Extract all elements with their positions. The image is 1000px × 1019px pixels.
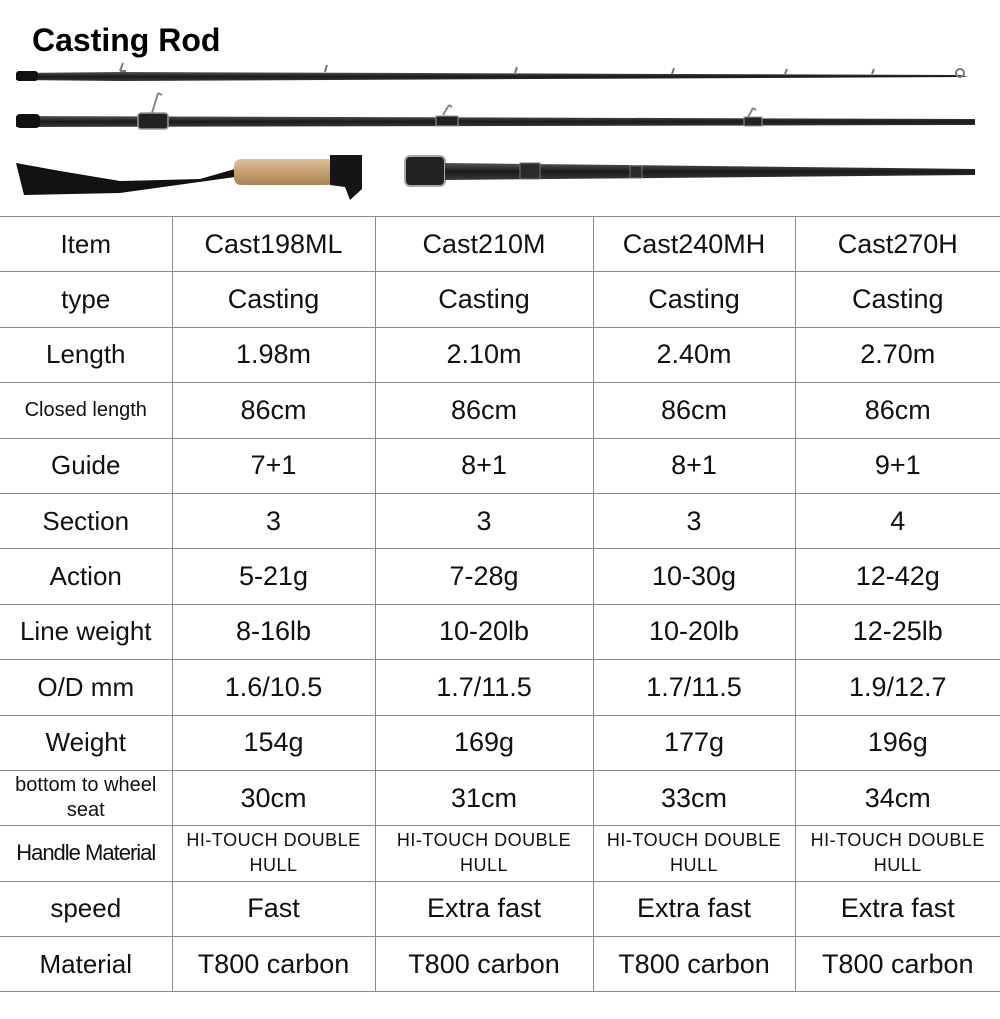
table-cell: T800 carbon <box>795 937 1000 992</box>
table-row-section <box>0 493 1000 548</box>
table-cell: Extra fast <box>795 881 1000 936</box>
table-cell: 7+1 <box>172 438 375 493</box>
model-header: Cast240MH <box>593 217 795 272</box>
table-row-line-weight <box>0 604 1000 659</box>
model-header: Cast210M <box>375 217 593 272</box>
table-cell: 2.70m <box>795 327 1000 382</box>
table-cell: T800 carbon <box>172 937 375 992</box>
table-cell: 8+1 <box>593 438 795 493</box>
table-cell: Fast <box>172 881 375 936</box>
table-row-closed-length <box>0 383 1000 438</box>
table-cell: 1.9/12.7 <box>795 660 1000 715</box>
spec-table <box>0 216 1000 992</box>
row-label: Action <box>0 549 172 604</box>
table-row-action <box>0 549 1000 604</box>
table-cell: 1.7/11.5 <box>375 660 593 715</box>
table-cell: 9+1 <box>795 438 1000 493</box>
table-cell: Casting <box>375 272 593 327</box>
table-cell: Extra fast <box>593 881 795 936</box>
table-cell: 196g <box>795 715 1000 770</box>
table-cell: 7-28g <box>375 549 593 604</box>
row-label: O/D mm <box>0 660 172 715</box>
table-row-bottom-to-wheel-seat <box>0 770 1000 825</box>
page-title: Casting Rod <box>32 22 221 58</box>
table-row-length <box>0 327 1000 382</box>
row-label: Closed length <box>0 383 172 438</box>
model-header: Cast270H <box>795 217 1000 272</box>
table-cell: Casting <box>593 272 795 327</box>
table-cell: 1.6/10.5 <box>172 660 375 715</box>
table-cell: HI-TOUCH DOUBLE HULL <box>795 826 1000 881</box>
row-label: Item <box>0 217 172 272</box>
table-cell: 2.40m <box>593 327 795 382</box>
table-cell: 86cm <box>593 383 795 438</box>
table-cell: 10-30g <box>593 549 795 604</box>
table-cell: HI-TOUCH DOUBLE HULL <box>375 826 593 881</box>
table-cell: Casting <box>172 272 375 327</box>
row-label: Guide <box>0 438 172 493</box>
rod-tip-section <box>16 63 968 81</box>
row-label: Weight <box>0 715 172 770</box>
table-cell: HI-TOUCH DOUBLE HULL <box>593 826 795 881</box>
table-cell: 1.98m <box>172 327 375 382</box>
row-label: speed <box>0 881 172 936</box>
rod-butt-section <box>16 155 975 200</box>
table-row-header <box>0 217 1000 272</box>
table-cell: 12-25lb <box>795 604 1000 659</box>
table-cell: T800 carbon <box>375 937 593 992</box>
table-cell: Casting <box>795 272 1000 327</box>
rod-sections-image <box>0 55 1000 205</box>
table-cell: 33cm <box>593 770 795 825</box>
table-cell: 86cm <box>172 383 375 438</box>
row-label: Section <box>0 493 172 548</box>
table-row-type <box>0 272 1000 327</box>
table-cell: 177g <box>593 715 795 770</box>
table-cell: T800 carbon <box>593 937 795 992</box>
model-header: Cast198ML <box>172 217 375 272</box>
table-cell: 3 <box>172 493 375 548</box>
row-label: type <box>0 272 172 327</box>
table-cell: 3 <box>375 493 593 548</box>
table-cell: 8+1 <box>375 438 593 493</box>
table-cell: 3 <box>593 493 795 548</box>
table-cell: 10-20lb <box>375 604 593 659</box>
row-label: Material <box>0 937 172 992</box>
rod-middle-section <box>16 93 975 129</box>
table-row-guide <box>0 438 1000 493</box>
table-cell: 2.10m <box>375 327 593 382</box>
table-row-material <box>0 937 1000 992</box>
row-label: Line weight <box>0 604 172 659</box>
table-cell: 34cm <box>795 770 1000 825</box>
row-label: Length <box>0 327 172 382</box>
row-label: Handle Material <box>0 826 172 881</box>
table-row-handle-material <box>0 826 1000 881</box>
table-cell: 4 <box>795 493 1000 548</box>
table-cell: 86cm <box>795 383 1000 438</box>
table-row-speed <box>0 881 1000 936</box>
row-label: bottom to wheel seat <box>0 770 172 825</box>
table-cell: 12-42g <box>795 549 1000 604</box>
table-cell: 169g <box>375 715 593 770</box>
table-cell: 30cm <box>172 770 375 825</box>
table-cell: 10-20lb <box>593 604 795 659</box>
table-cell: 5-21g <box>172 549 375 604</box>
table-cell: 86cm <box>375 383 593 438</box>
table-row-od-mm <box>0 660 1000 715</box>
table-cell: 8-16lb <box>172 604 375 659</box>
table-cell: 31cm <box>375 770 593 825</box>
table-cell: Extra fast <box>375 881 593 936</box>
table-row-weight <box>0 715 1000 770</box>
table-cell: 1.7/11.5 <box>593 660 795 715</box>
table-cell: HI-TOUCH DOUBLE HULL <box>172 826 375 881</box>
table-cell: 154g <box>172 715 375 770</box>
